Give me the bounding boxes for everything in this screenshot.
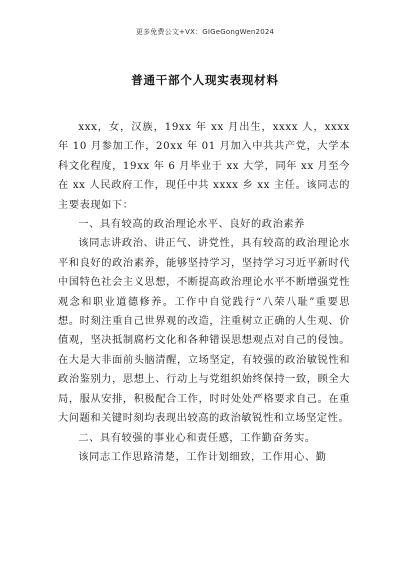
document-title: 普通干部个人现实表现材料 bbox=[131, 73, 279, 87]
section-heading-2: 二、具有较强的事业心和责任感，工作勤奋务实。 bbox=[78, 432, 316, 444]
section-paragraph-2: 该同志工作思路清楚，工作计划细致，工作用心、勤 bbox=[78, 451, 327, 463]
section-paragraph-1: 该同志讲政治、讲正气、讲党性，具有较高的政治理论水平和良好的政治素养，能够坚持学习，坚持学习习近平新时代中国特色社会主义思想，不断提高政治理论水平不断增强党性观念和职业道德修养。工作中自觉践行“八荣八耻”重要思想。时刻注重自己世界观的改造，注重树立正确的人生观、价值观，坚决抵制腐朽文化和各种错误思想观点对自己的侵蚀。在大是大非面前头脑清醒，立场坚定，有较强的政治敏锐性和政治鉴别力，思想上、行动上与党组织始终保持一致，顾全大局，服从安排，积极配合工作，时时处处严格要求自己。在重大问题和关键时刻均表现出较高的政治敏锐性和立场坚定性。 bbox=[58, 238, 350, 425]
section-heading-1: 一、具有较高的政治理论水平、良好的政治素养 bbox=[78, 219, 305, 231]
intro-paragraph: xxx，女，汉族，19xx 年 xx 月出生，xxxx 人，xxxx 年 10 月参加工作，20xx 年 01 月加入中共共产党，大学本科文化程度，19xx 年 6 月毕业于 xx 大学，同年 xx 月至今在 xx 人民政府工作，现任中共 xxxx 乡 xx 主任。该同志的主要表现如下： bbox=[58, 122, 350, 211]
header-note: 更多免费公文+VX：GIGeGongWen2024 bbox=[135, 28, 275, 36]
document-body bbox=[58, 118, 350, 467]
